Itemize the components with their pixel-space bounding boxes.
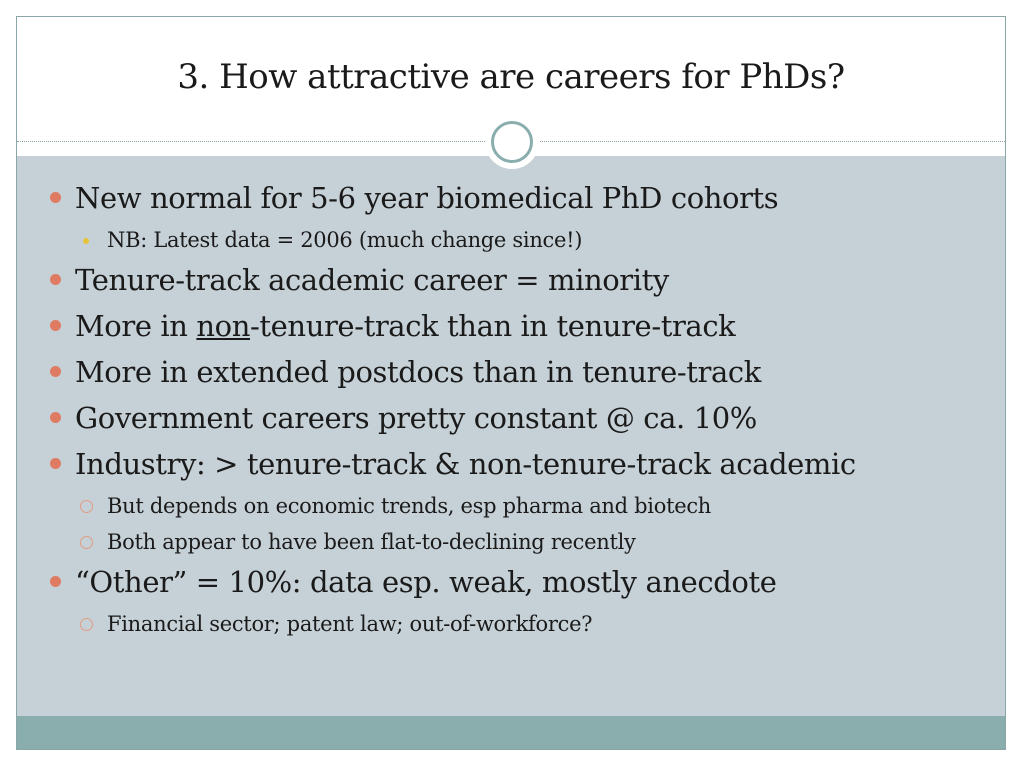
sub-bullet-dot-icon <box>83 238 89 244</box>
ring-icon <box>491 121 533 163</box>
sub-bullet-text: Financial sector; patent law; out-of-workforce? <box>107 612 593 636</box>
footer-band <box>17 716 1005 750</box>
bullet-text-before: More in <box>75 309 197 343</box>
circle-ornament-icon <box>485 115 539 169</box>
bullet-text: Government careers pretty constant @ ca. 10% <box>75 401 757 435</box>
bullet-item <box>17 353 1005 399</box>
bullet-text-after: -tenure-track than in tenure-track <box>250 309 736 343</box>
bullet-text: More in extended postdocs than in tenure-track <box>75 355 761 389</box>
bullet-text: “Other” = 10%: data esp. weak, mostly anecdote <box>75 565 777 599</box>
bullet-item <box>17 261 1005 307</box>
bullet-dot-icon <box>50 576 61 587</box>
sub-bullet-item <box>17 527 1005 563</box>
bullet-text: Industry: > tenure-track & non-tenure-track academic <box>75 447 856 481</box>
bullet-list <box>17 179 1005 645</box>
bullet-dot-icon <box>50 366 61 377</box>
bullet-text-underlined: non <box>196 309 250 343</box>
bullet-dot-icon <box>50 412 61 423</box>
sub-bullet-text: NB: Latest data = 2006 (much change since!) <box>107 228 583 252</box>
bullet-item <box>17 445 1005 491</box>
slide-title: 3. How attractive are careers for PhDs? <box>177 57 845 97</box>
bullet-item <box>17 307 1005 353</box>
bullet-text: New normal for 5-6 year biomedical PhD cohorts <box>75 181 779 215</box>
bullet-dot-icon <box>50 458 61 469</box>
sub-bullet-text: But depends on economic trends, esp pharma and biotech <box>107 494 712 518</box>
sub-bullet-ring-icon <box>80 500 93 513</box>
sub-bullet-item <box>17 609 1005 645</box>
bullet-dot-icon <box>50 320 61 331</box>
sub-bullet-item <box>17 225 1005 261</box>
sub-bullet-ring-icon <box>80 536 93 549</box>
bullet-item <box>17 179 1005 225</box>
bullet-item <box>17 399 1005 445</box>
bullet-item <box>17 563 1005 609</box>
bullet-dot-icon <box>50 192 61 203</box>
bullet-text: Tenure-track academic career = minority <box>75 263 669 297</box>
sub-bullet-text: Both appear to have been flat-to-declining recently <box>107 530 636 554</box>
slide <box>16 16 1006 750</box>
sub-bullet-ring-icon <box>80 618 93 631</box>
bullet-dot-icon <box>50 274 61 285</box>
sub-bullet-item <box>17 491 1005 527</box>
